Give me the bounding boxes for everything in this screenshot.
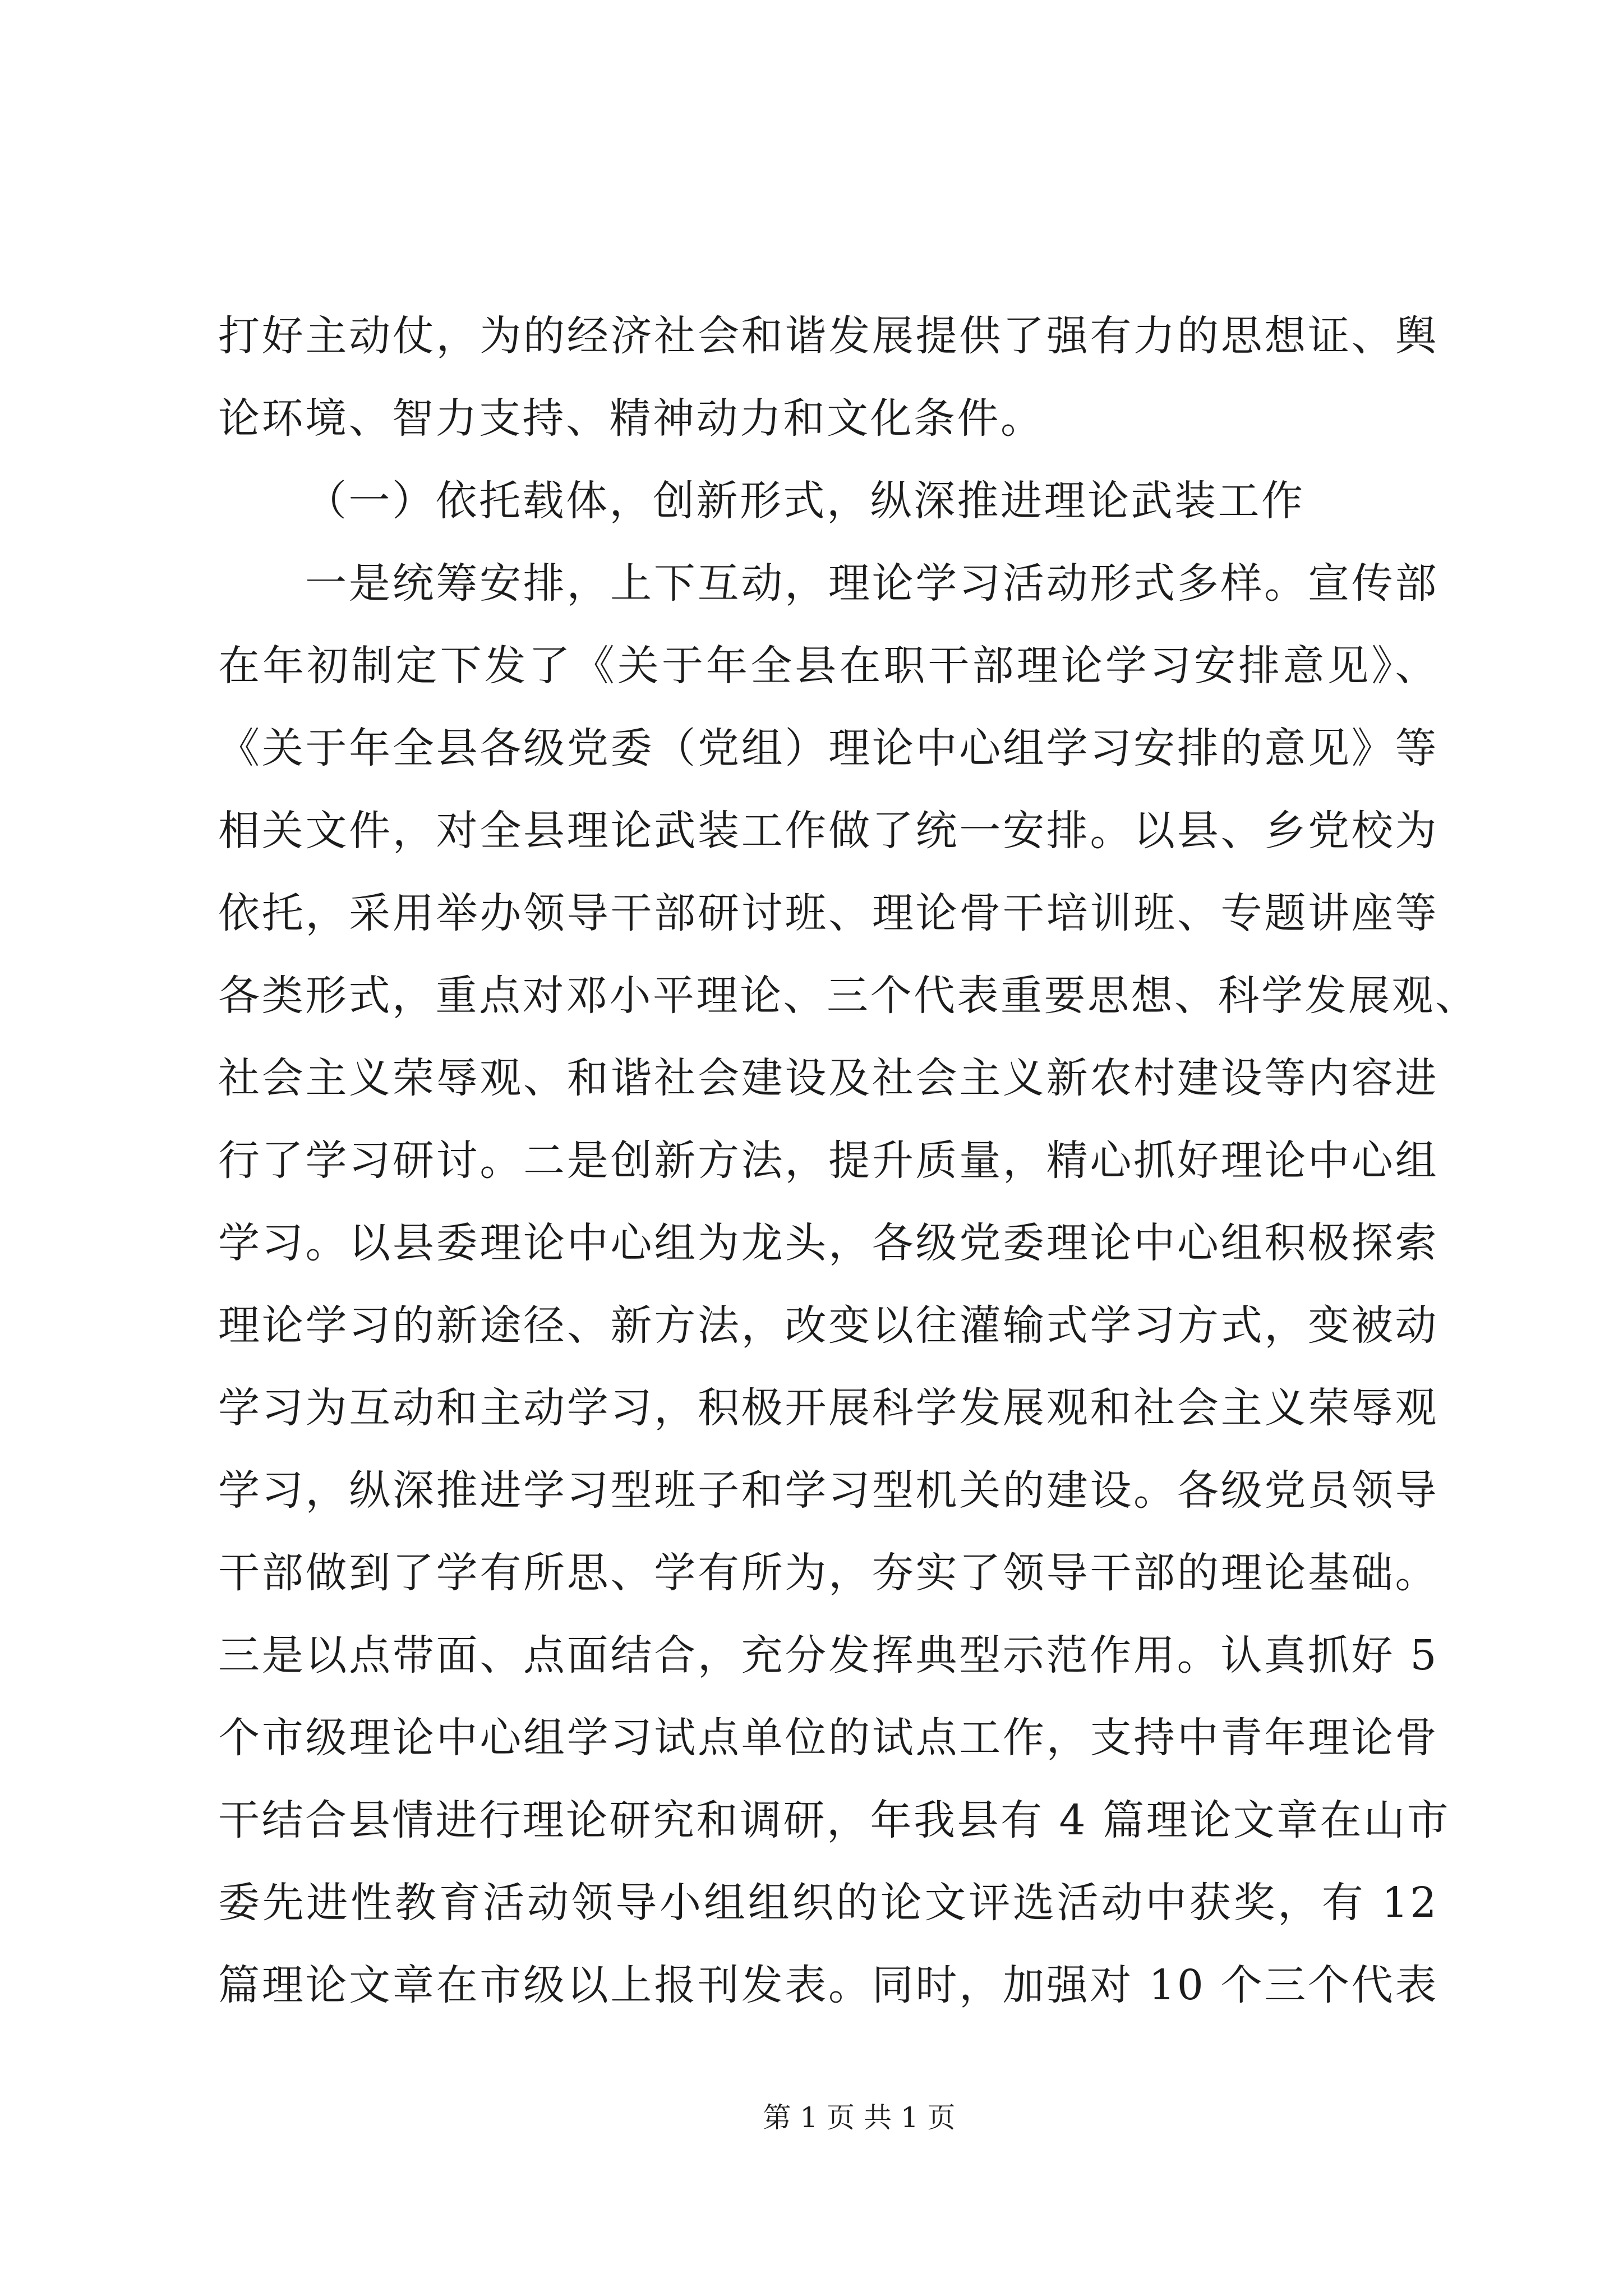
text-line: 社会主义荣辱观、和谐社会建设及社会主义新农村建设等内容进: [218, 1054, 1438, 1102]
text-line: 干结合县情进行理论研究和调研，年我县有 4 篇理论文章在山市: [218, 1796, 1451, 1844]
text-line: 《关于年全县各级党委（党组）理论中心组学习安排的意见》等: [218, 724, 1438, 772]
paragraph: [218, 542, 1479, 2027]
text-line: 委先进性教育活动领导小组组织的论文评选活动中获奖，有 12: [218, 1879, 1438, 1927]
text-line: 相关文件，对全县理论武装工作做了统一安排。以县、乡党校为: [218, 807, 1438, 855]
text-line: 干部做到了学有所思、学有所为，夯实了领导干部的理论基础。: [218, 1549, 1438, 1597]
text-line: 在年初制定下发了《关于年全县在职干部理论学习安排意见》、: [218, 642, 1438, 690]
text-line: 一是统筹安排，上下互动，理论学习活动形式多样。宣传部: [305, 559, 1438, 608]
text-line: 各类形式，重点对邓小平理论、三个代表重要思想、科学发展观、: [218, 972, 1479, 1020]
document-body: [218, 295, 1479, 2027]
text-line: 行了学习研讨。二是创新方法，提升质量，精心抓好理论中心组: [218, 1137, 1438, 1185]
text-line: 学习，纵深推进学习型班子和学习型机关的建设。各级党员领导: [218, 1466, 1438, 1515]
paragraph: [218, 295, 1438, 460]
text-line: 理论学习的新途径、新方法，改变以往灌输式学习方式，变被动: [218, 1301, 1438, 1350]
text-line: 打好主动仗，为的经济社会和谐发展提供了强有力的思想证、舆: [218, 312, 1438, 360]
text-line: 个市级理论中心组学习试点单位的试点工作，支持中青年理论骨: [218, 1714, 1438, 1762]
text-line: 学习为互动和主动学习，积极开展科学发展观和社会主义荣辱观: [218, 1384, 1438, 1432]
text-line: 三是以点带面、点面结合，充分发挥典型示范作用。认真抓好 5: [218, 1631, 1438, 1680]
text-line: 论环境、智力支持、精神动力和文化条件。: [218, 394, 1044, 443]
text-line: 依托，采用举办领导干部研讨班、理论骨干培训班、专题讲座等: [218, 889, 1438, 937]
page-number-footer: 第 1 页 共 1 页: [763, 2101, 956, 2134]
text-line: 篇理论文章在市级以上报刊发表。同时，加强对 10 个三个代表: [218, 1961, 1438, 2009]
section-heading: （一）依托载体，创新形式，纵深推进理论武装工作: [305, 477, 1305, 525]
text-line: 学习。以县委理论中心组为龙头，各级党委理论中心组积极探索: [218, 1219, 1438, 1267]
